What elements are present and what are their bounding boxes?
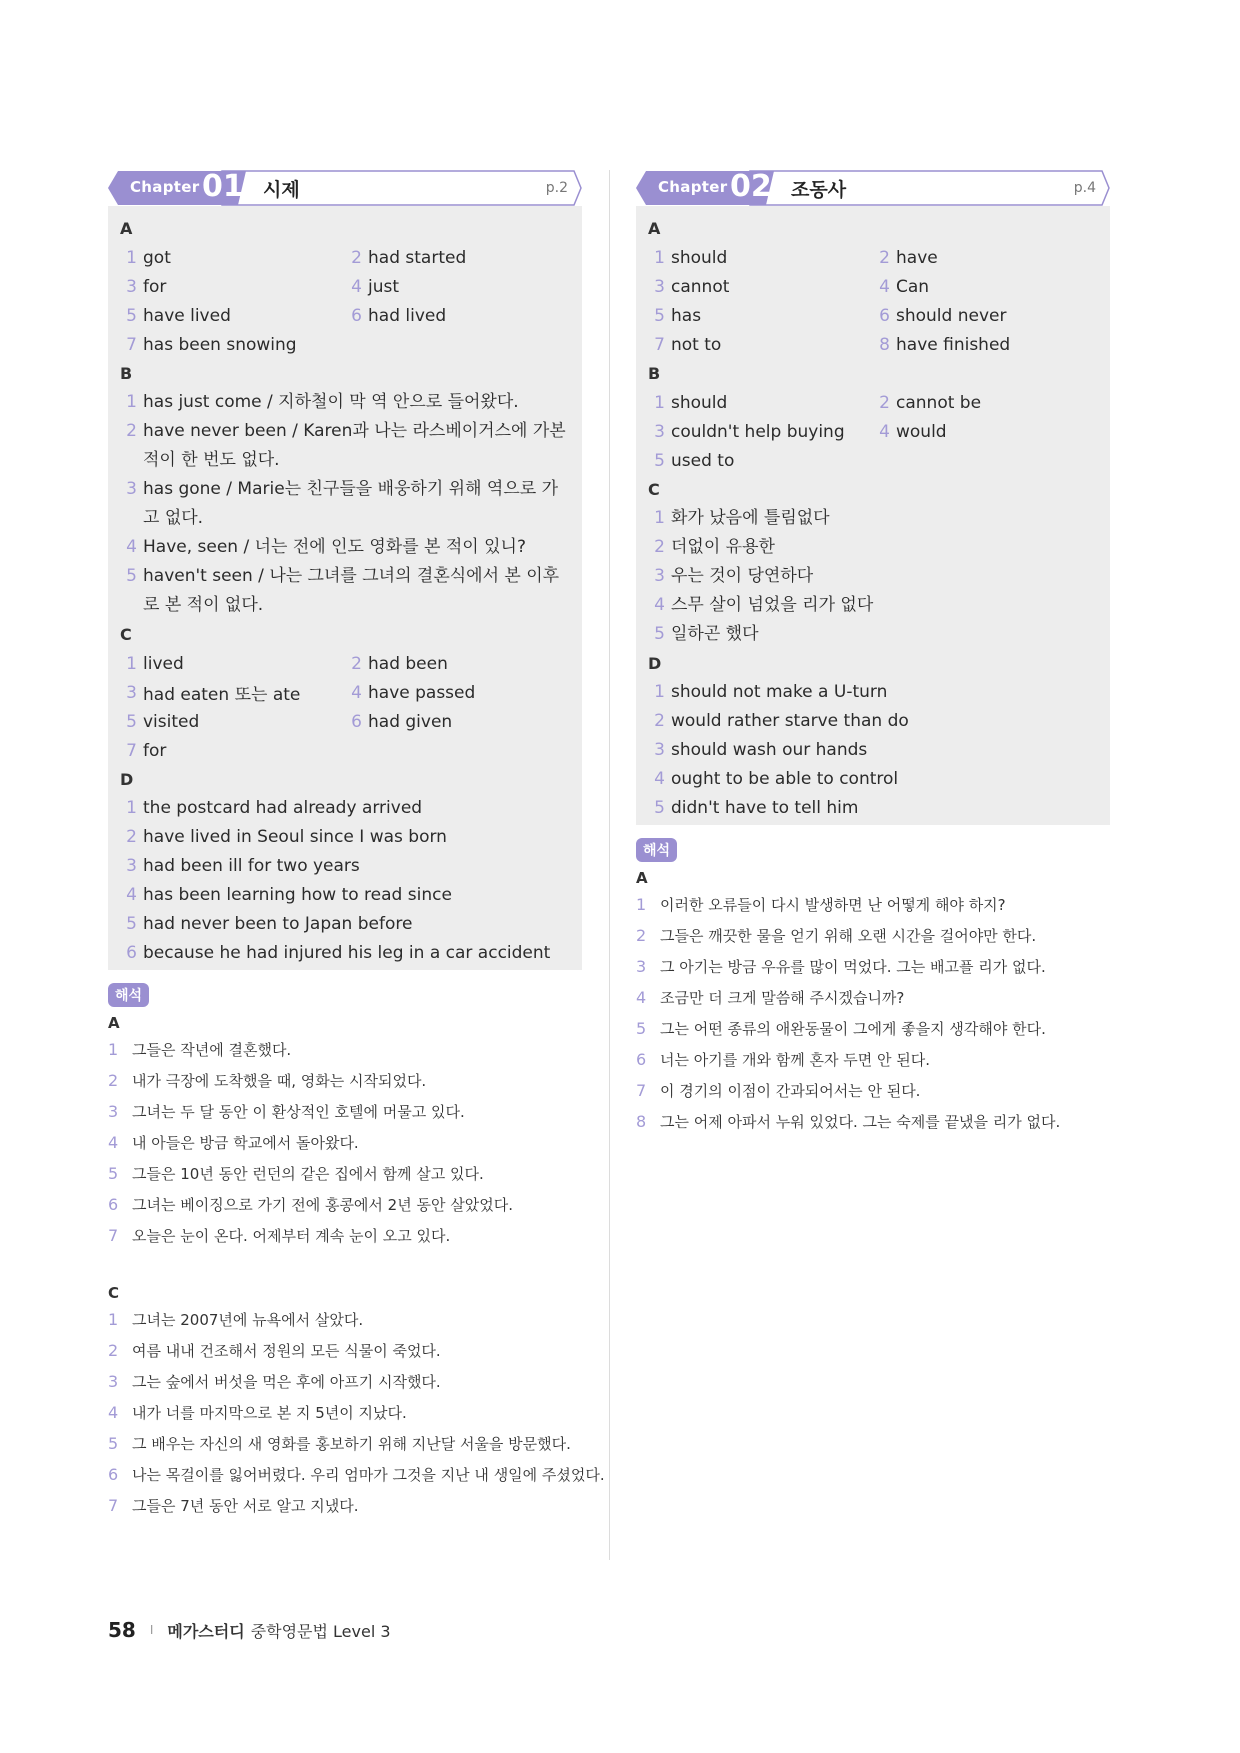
answer-box	[108, 206, 582, 970]
translation-row	[636, 1044, 1110, 1075]
translation-row	[108, 1335, 582, 1366]
footer-separator: I	[149, 1623, 154, 1637]
answer-text: had never been to Japan before	[143, 914, 413, 934]
answer-box	[636, 206, 1110, 825]
item-number: 2	[126, 827, 137, 847]
section-label: C	[648, 480, 660, 499]
item-number: 4	[654, 595, 665, 615]
translation-text: 이러한 오류들이 다시 발생하면 난 어떻게 해야 하지?	[660, 896, 1006, 914]
item-number: 1	[108, 1310, 119, 1329]
translation-row	[108, 1304, 582, 1335]
answer-text: the postcard had already arrived	[143, 798, 423, 818]
answer-text: has just come / 지하철이 막 역 안으로 들어왔다.	[143, 392, 519, 412]
answer-text: had lived	[368, 305, 447, 326]
answer-row	[108, 475, 582, 533]
answer-text: should never	[896, 305, 1007, 326]
translation-row	[108, 1096, 582, 1127]
answer-text: should	[671, 247, 728, 268]
answer-text: 일하곤 했다	[671, 624, 759, 644]
translation-text: 그녀는 두 달 동안 이 환상적인 호텔에 머물고 있다.	[132, 1103, 465, 1121]
answer-row	[108, 707, 582, 736]
answer-text: cannot be	[896, 392, 982, 413]
answer-text: for	[143, 276, 167, 297]
item-number: 3	[654, 421, 665, 442]
answer-row	[636, 533, 1110, 562]
translation-text: 그는 어떤 종류의 애완동물이 그에게 좋을지 생각해야 한다.	[660, 1020, 1046, 1038]
item-number: 2	[108, 1071, 119, 1090]
item-number: 5	[654, 624, 665, 644]
item-number: 1	[654, 508, 665, 528]
section-label: C	[120, 625, 132, 644]
item-number: 2	[351, 247, 362, 268]
item-number: 4	[351, 682, 362, 703]
translation-row	[636, 951, 1110, 982]
answer-row	[108, 736, 582, 765]
chapter-02-column	[636, 170, 1110, 1137]
item-number: 6	[108, 1195, 119, 1214]
item-number: 4	[879, 421, 890, 442]
answer-row	[636, 707, 1110, 736]
answer-row	[636, 678, 1110, 707]
item-number: 1	[654, 682, 665, 702]
answer-text: had given	[368, 711, 453, 732]
item-number: 6	[351, 711, 362, 732]
answer-row	[636, 388, 1110, 417]
translation-text: 오늘은 눈이 온다. 어제부터 계속 눈이 오고 있다.	[132, 1227, 451, 1245]
answer-row	[108, 823, 582, 852]
item-number: 4	[654, 769, 665, 789]
answer-text: should wash our hands	[671, 740, 868, 760]
answer-text: haven't seen / 나는 그녀를 그녀의 결혼식에서 본 이후로 본 적이 없다.	[143, 566, 560, 615]
translation-text: 나는 목걸이를 잃어버렸다. 우리 엄마가 그것을 지난 내 생일에 주셨었다.	[132, 1466, 605, 1484]
page-number: 58	[108, 1618, 136, 1642]
answer-text: not to	[671, 334, 722, 355]
item-number: 3	[108, 1372, 119, 1391]
answer-row	[108, 649, 582, 678]
answer-row	[108, 939, 582, 968]
chapter-page-ref: p.4	[1073, 180, 1096, 196]
answer-row	[636, 446, 1110, 475]
section-label: B	[120, 364, 133, 383]
answer-row	[636, 562, 1110, 591]
item-number: 3	[126, 276, 137, 297]
answer-text: couldn't help buying	[671, 421, 845, 442]
translation-badge: 해석	[636, 838, 677, 862]
item-number: 4	[108, 1403, 119, 1422]
item-number: 8	[879, 334, 890, 355]
translation-text: 이 경기의 이점이 간과되어서는 안 된다.	[660, 1082, 921, 1100]
translation-text: 내가 극장에 도착했을 때, 영화는 시작되었다.	[132, 1072, 427, 1090]
answer-text: should not make a U-turn	[671, 682, 888, 702]
section-label: A	[648, 219, 661, 238]
item-number: 7	[126, 740, 137, 761]
item-number: 8	[636, 1112, 647, 1131]
item-number: 2	[636, 926, 647, 945]
answer-row	[636, 504, 1110, 533]
answer-text: got	[143, 247, 171, 268]
answer-text: 화가 났음에 틀림없다	[671, 508, 830, 528]
item-number: 3	[108, 1102, 119, 1121]
translation-text: 그들은 작년에 결혼했다.	[132, 1041, 292, 1059]
translation-row	[108, 1065, 582, 1096]
answer-row	[108, 678, 582, 707]
page-footer	[108, 1618, 391, 1642]
answer-text: cannot	[671, 276, 730, 297]
answer-row	[108, 417, 582, 475]
item-number: 5	[126, 914, 137, 934]
translation-row	[108, 1034, 582, 1065]
answer-text: have passed	[368, 682, 476, 703]
item-number: 1	[108, 1040, 119, 1059]
translation-row	[636, 1075, 1110, 1106]
item-number: 6	[126, 943, 137, 963]
answer-text: 더없이 유용한	[671, 537, 775, 557]
translation-row	[108, 1158, 582, 1189]
translation-text: 내 아들은 방금 학교에서 돌아왔다.	[132, 1134, 359, 1152]
item-number: 2	[126, 421, 137, 441]
answer-text: would rather starve than do	[671, 711, 909, 731]
translation-row	[108, 1459, 605, 1490]
section-label: D	[120, 770, 134, 789]
answer-row	[636, 794, 1110, 823]
item-number: 7	[108, 1226, 119, 1245]
item-number: 5	[108, 1434, 119, 1453]
item-number: 3	[636, 957, 647, 976]
item-number: 1	[126, 798, 137, 818]
answer-text: has	[671, 305, 702, 326]
chapter-title: 시제	[263, 179, 300, 201]
translation-text: 그들은 7년 동안 서로 알고 지냈다.	[132, 1497, 359, 1515]
answer-row	[636, 765, 1110, 794]
item-number: 4	[879, 276, 890, 297]
translation-text: 조금만 더 크게 말씀해 주시겠습니까?	[660, 989, 905, 1007]
translation-row	[108, 1220, 582, 1251]
answer-row	[636, 330, 1110, 359]
translation-row	[636, 1106, 1110, 1137]
item-number: 3	[126, 856, 137, 876]
answer-text: had been ill for two years	[143, 856, 360, 876]
chapter-tag: Chapter	[658, 178, 728, 196]
answer-row	[108, 243, 582, 272]
chapter-header	[108, 170, 582, 206]
answer-text: Can	[896, 276, 930, 297]
answer-text: didn't have to tell him	[671, 798, 859, 818]
answer-row	[108, 794, 582, 823]
item-number: 2	[108, 1341, 119, 1360]
item-number: 7	[108, 1496, 119, 1515]
column-divider	[609, 170, 610, 1560]
item-number: 3	[654, 276, 665, 297]
translation-row	[108, 1366, 582, 1397]
translation-text: 그는 어제 아파서 누워 있었다. 그는 숙제를 끝냈을 리가 없다.	[660, 1113, 1061, 1131]
section-label: A	[108, 1014, 120, 1032]
item-number: 7	[636, 1081, 647, 1100]
answer-text: because he had injured his leg in a car accident	[143, 943, 551, 963]
item-number: 6	[879, 305, 890, 326]
item-number: 5	[654, 450, 665, 471]
item-number: 4	[636, 988, 647, 1007]
item-number: 6	[351, 305, 362, 326]
translation-text: 그들은 깨끗한 물을 얻기 위해 오랜 시간을 걸어야만 한다.	[660, 927, 1037, 945]
section-label: A	[120, 219, 133, 238]
translation-row	[108, 1397, 582, 1428]
answer-row	[108, 533, 582, 562]
item-number: 5	[126, 711, 137, 732]
item-number: 5	[108, 1164, 119, 1183]
chapter-title: 조동사	[791, 179, 847, 201]
item-number: 4	[126, 885, 137, 905]
item-number: 3	[126, 682, 137, 703]
item-number: 1	[126, 392, 137, 412]
item-number: 6	[636, 1050, 647, 1069]
chapter-01-column	[108, 169, 605, 1521]
translation-row	[636, 889, 1110, 920]
answer-row	[636, 272, 1110, 301]
translation-row	[108, 1490, 582, 1521]
item-number: 3	[126, 479, 137, 499]
answer-text: ought to be able to control	[671, 769, 899, 789]
translation-text: 너는 아기를 개와 함께 혼자 두면 안 된다.	[660, 1051, 930, 1069]
translation-text: 그 아기는 방금 우유를 많이 먹었다. 그는 배고플 리가 없다.	[660, 958, 1046, 976]
answer-row	[108, 388, 582, 417]
translation-row	[636, 1013, 1110, 1044]
item-number: 2	[879, 392, 890, 413]
answer-row	[636, 243, 1110, 272]
answer-row	[108, 330, 582, 359]
chapter-number: 02	[730, 169, 772, 204]
section-label: D	[648, 654, 662, 673]
answer-row	[108, 272, 582, 301]
answer-row	[108, 910, 582, 939]
translation-row	[108, 1428, 582, 1459]
translation-badge: 해석	[108, 983, 149, 1007]
answer-text: have finished	[896, 334, 1011, 355]
item-number: 4	[126, 537, 137, 557]
chapter-page-ref: p.2	[545, 180, 568, 196]
answer-text: for	[143, 740, 167, 761]
answer-row	[108, 852, 582, 881]
translation-row	[636, 982, 1110, 1013]
item-number: 1	[126, 653, 137, 674]
item-number: 2	[351, 653, 362, 674]
answer-text: Have, seen / 너는 전에 인도 영화를 본 적이 있니?	[143, 537, 526, 557]
translation-text: 여름 내내 건조해서 정원의 모든 식물이 죽었다.	[132, 1342, 441, 1360]
answer-text: should	[671, 392, 728, 413]
item-number: 6	[108, 1465, 119, 1484]
answer-text: just	[368, 276, 400, 297]
item-number: 7	[126, 334, 137, 355]
chapter-header	[636, 170, 1110, 206]
translation-row	[108, 1189, 582, 1220]
section-label: C	[108, 1284, 120, 1302]
answer-row	[636, 620, 1110, 649]
answer-row	[108, 881, 582, 910]
answer-text: lived	[143, 653, 184, 674]
answer-text: have lived in Seoul since I was born	[143, 827, 447, 847]
item-number: 1	[636, 895, 647, 914]
chapter-number: 01	[202, 169, 244, 204]
answer-text: had eaten 또는 ate	[143, 685, 301, 705]
translation-row	[108, 1127, 582, 1158]
item-number: 3	[654, 566, 665, 586]
item-number: 5	[654, 798, 665, 818]
translation-text: 그들은 10년 동안 런던의 같은 집에서 함께 살고 있다.	[132, 1165, 484, 1183]
answer-text: 우는 것이 당연하다	[671, 566, 814, 586]
answer-row	[636, 736, 1110, 765]
translation-text: 내가 너를 마지막으로 본 지 5년이 지났다.	[132, 1404, 407, 1422]
answer-row	[108, 562, 582, 620]
book-title: 중학영문법 Level 3	[250, 1621, 391, 1641]
item-number: 4	[351, 276, 362, 297]
translation-text: 그녀는 2007년에 뉴욕에서 살았다.	[132, 1311, 364, 1329]
item-number: 1	[654, 247, 665, 268]
section-label: A	[636, 869, 648, 887]
answer-row	[636, 417, 1110, 446]
translation-text: 그는 숲에서 버섯을 먹은 후에 아프기 시작했다.	[132, 1373, 441, 1391]
answer-text: used to	[671, 450, 735, 471]
answer-text: had started	[368, 247, 467, 268]
answer-text: 스무 살이 넘었을 리가 없다	[671, 595, 874, 615]
answer-text: would	[896, 421, 947, 442]
answer-row	[636, 591, 1110, 620]
answer-text: has been learning how to read since	[143, 885, 452, 905]
answer-text: have lived	[143, 305, 231, 326]
item-number: 4	[108, 1133, 119, 1152]
item-number: 5	[126, 305, 137, 326]
item-number: 7	[654, 334, 665, 355]
translation-text: 그 배우는 자신의 새 영화를 홍보하기 위해 지난달 서울을 방문했다.	[132, 1435, 571, 1453]
answer-text: have never been / Karen과 나는 라스베이거스에 가본 적이 한 번도 없다.	[143, 421, 566, 470]
item-number: 2	[879, 247, 890, 268]
answer-text: have	[896, 247, 938, 268]
item-number: 2	[654, 537, 665, 557]
translation-row	[636, 920, 1110, 951]
item-number: 2	[654, 711, 665, 731]
item-number: 5	[126, 566, 137, 586]
answer-row	[636, 301, 1110, 330]
answer-text: has been snowing	[143, 334, 297, 355]
item-number: 1	[654, 392, 665, 413]
chapter-tag: Chapter	[130, 178, 200, 196]
answer-row	[108, 301, 582, 330]
answer-text: had been	[368, 653, 448, 674]
publisher-brand: 메가스터디	[167, 1621, 245, 1641]
item-number: 5	[654, 305, 665, 326]
answer-text: has gone / Marie는 친구들을 배웅하기 위해 역으로 가고 없다.	[143, 479, 559, 528]
item-number: 3	[654, 740, 665, 760]
translation-text: 그녀는 베이징으로 가기 전에 홍콩에서 2년 동안 살았었다.	[132, 1196, 513, 1214]
item-number: 1	[126, 247, 137, 268]
section-label: B	[648, 364, 661, 383]
answer-text: visited	[143, 711, 200, 732]
item-number: 5	[636, 1019, 647, 1038]
